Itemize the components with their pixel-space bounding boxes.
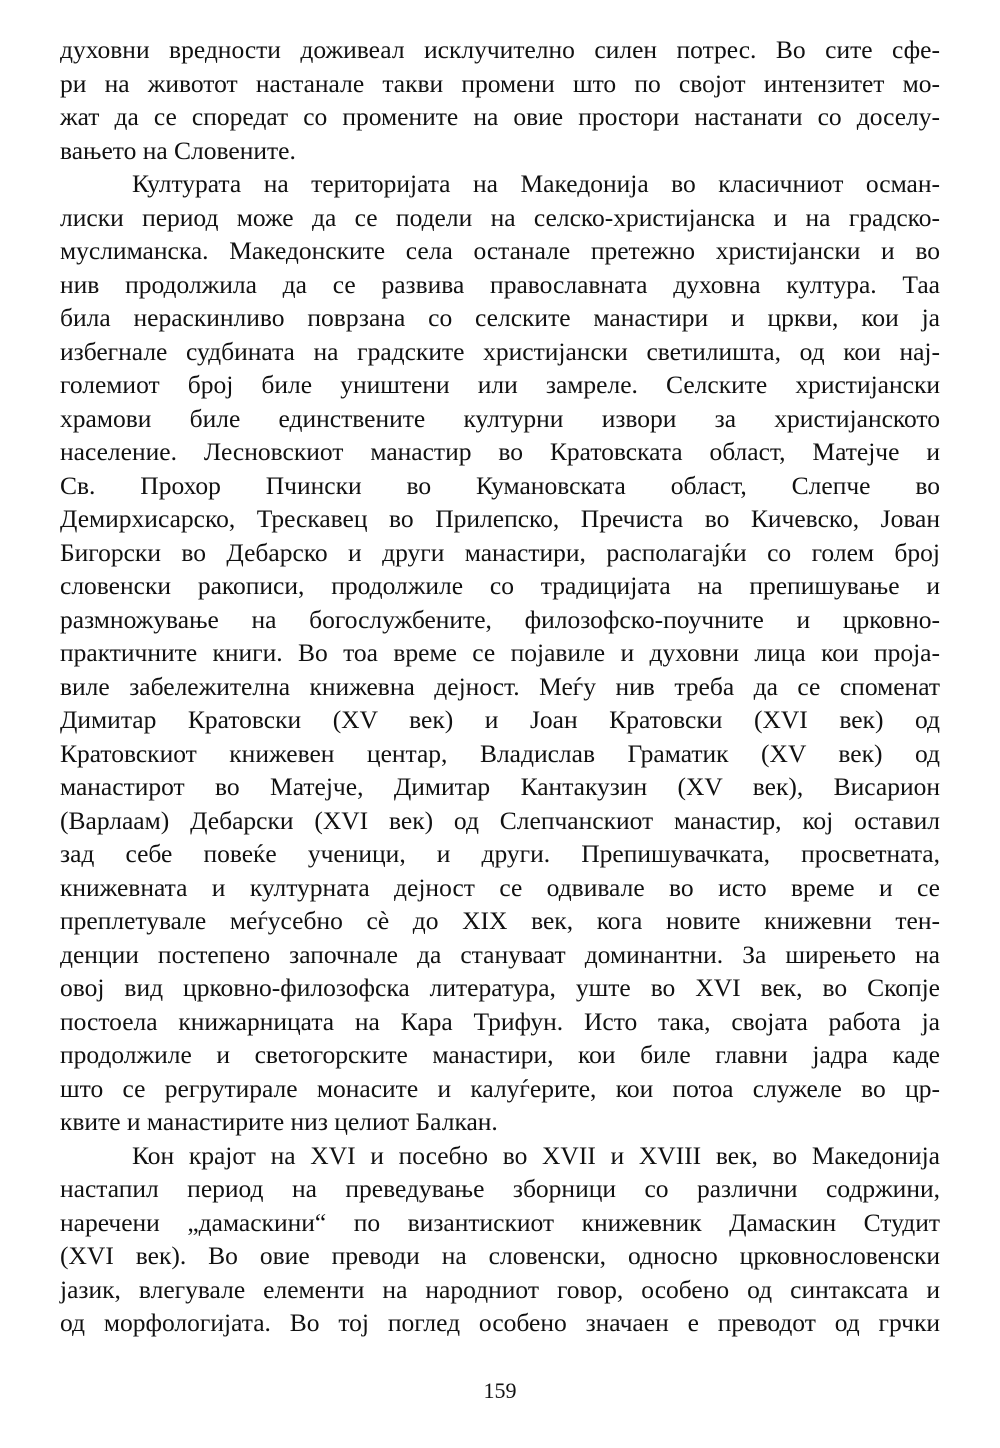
- text-line: (Варлаам) Дебарски (XVI век) од Слепчанскиот манастир, кој оставил: [60, 805, 940, 835]
- text-line: нив продолжила да се развива православната духовна култура. Таа: [60, 269, 940, 299]
- text-line: размножување на богослужбените, филозофско-поучните и црковно-: [60, 604, 940, 634]
- text-line: денции постепено започнале да стануваат доминантни. За ширењето на: [60, 939, 940, 969]
- text-line: квите и манастирите низ целиот Балкан.: [60, 1107, 498, 1136]
- text-line: била нераскинливо поврзана со селските манастири и цркви, кои ја: [60, 303, 940, 332]
- text-line: Св. Прохор Пчински во Кумановската област, Слепче во: [60, 470, 940, 500]
- text-line: (XVI век). Во овие преводи на словенски, односно црковнословенски: [60, 1241, 940, 1270]
- text-line: храмови биле единствените културни извори за христијанското: [60, 403, 940, 433]
- text-line: зад себе повеќе ученици, и други. Препишувачката, просветната,: [60, 839, 940, 868]
- text-line: Димитар Кратовски (XV век) и Јоан Кратовски (XVI век) од: [60, 705, 940, 734]
- text-line: наречени „дамаскини“ по византискиот книжевник Дамаскин Студит: [60, 1207, 940, 1237]
- text-line: Кон крајот на XVI и посебно во XVII и XVIII век, во Македонија: [132, 1140, 940, 1170]
- text-line: лиски период може да се подели на селско-христијанска и на градско-: [60, 202, 940, 232]
- text-line: Демирхисарско, Трескавец во Прилепско, Пречиста во Кичевско, Јован: [60, 504, 940, 533]
- text-line: духовни вредности доживеал исклучително силен потрес. Во сите сфе-: [60, 35, 940, 64]
- text-line: од морфологијата. Во тој поглед особено значаен е преводот од грчки: [60, 1308, 940, 1337]
- text-line: практичните книги. Во тоа време се појавиле и духовни лица кои проја-: [60, 638, 940, 667]
- text-line: муслиманска. Македонските села останале претежно христијански и во: [60, 236, 940, 265]
- text-line: манастирот во Матејче, Димитар Кантакузин (XV век), Висарион: [60, 772, 940, 801]
- paragraph-2: [60, 167, 940, 1139]
- text-line: Културата на територијата на Македонија во класичниот осман-: [132, 169, 940, 198]
- text-line: преплетувале меѓусебно сè до XIX век, кога новите книжевни тен-: [60, 906, 940, 935]
- text-line: ри на животот настанале такви промени што по својот интензитет мо-: [60, 68, 940, 98]
- text-line: Бигорски во Дебарско и други манастири, располагајќи со голем број: [60, 537, 940, 567]
- text-line: вањето на Словените.: [60, 135, 296, 165]
- text-line: Кратовскиот книжевен центар, Владислав Граматик (XV век) од: [60, 738, 940, 768]
- text-line: постоела книжарницата на Кара Трифун. Исто така, својата работа ја: [60, 1006, 940, 1036]
- text-line: книжевната и културната дејност се одвивале во исто време и се: [60, 872, 940, 902]
- text-line: избегнале судбината на градските христијански светилишта, од кои нај-: [60, 336, 940, 366]
- text-line: виле забележителна книжевна дејност. Меѓу нив треба да се споменат: [60, 671, 940, 701]
- text-line: настапил период на преведување зборници со различни содржини,: [60, 1174, 940, 1203]
- text-line: јазик, влегувале елементи на народниот говор, особено од синтаксата и: [60, 1274, 940, 1304]
- text-line: овој вид црковно-филозофска литература, уште во XVI век, во Скопје: [60, 973, 940, 1002]
- page-body: [60, 33, 940, 1340]
- page-number: 159: [483, 1378, 517, 1403]
- text-line: што се регрутирале монасите и калуѓерите, кои потоа служеле во цр-: [60, 1073, 940, 1103]
- text-line: продолжиле и светогорските манастири, кои биле главни јадра каде: [60, 1040, 940, 1069]
- text-line: големиот број биле уништени или замреле. Селските христијански: [60, 370, 940, 399]
- text-line: жат да се споредат со промените на овие простори настанати со доселу-: [60, 102, 940, 131]
- text-line: население. Лесновскиот манастир во Кратовската област, Матејче и: [60, 437, 940, 466]
- paragraph-3: [60, 1139, 940, 1340]
- paragraph-1: [60, 33, 940, 167]
- text-line: словенски ракописи, продолжиле со традицијата на препишување и: [60, 571, 940, 600]
